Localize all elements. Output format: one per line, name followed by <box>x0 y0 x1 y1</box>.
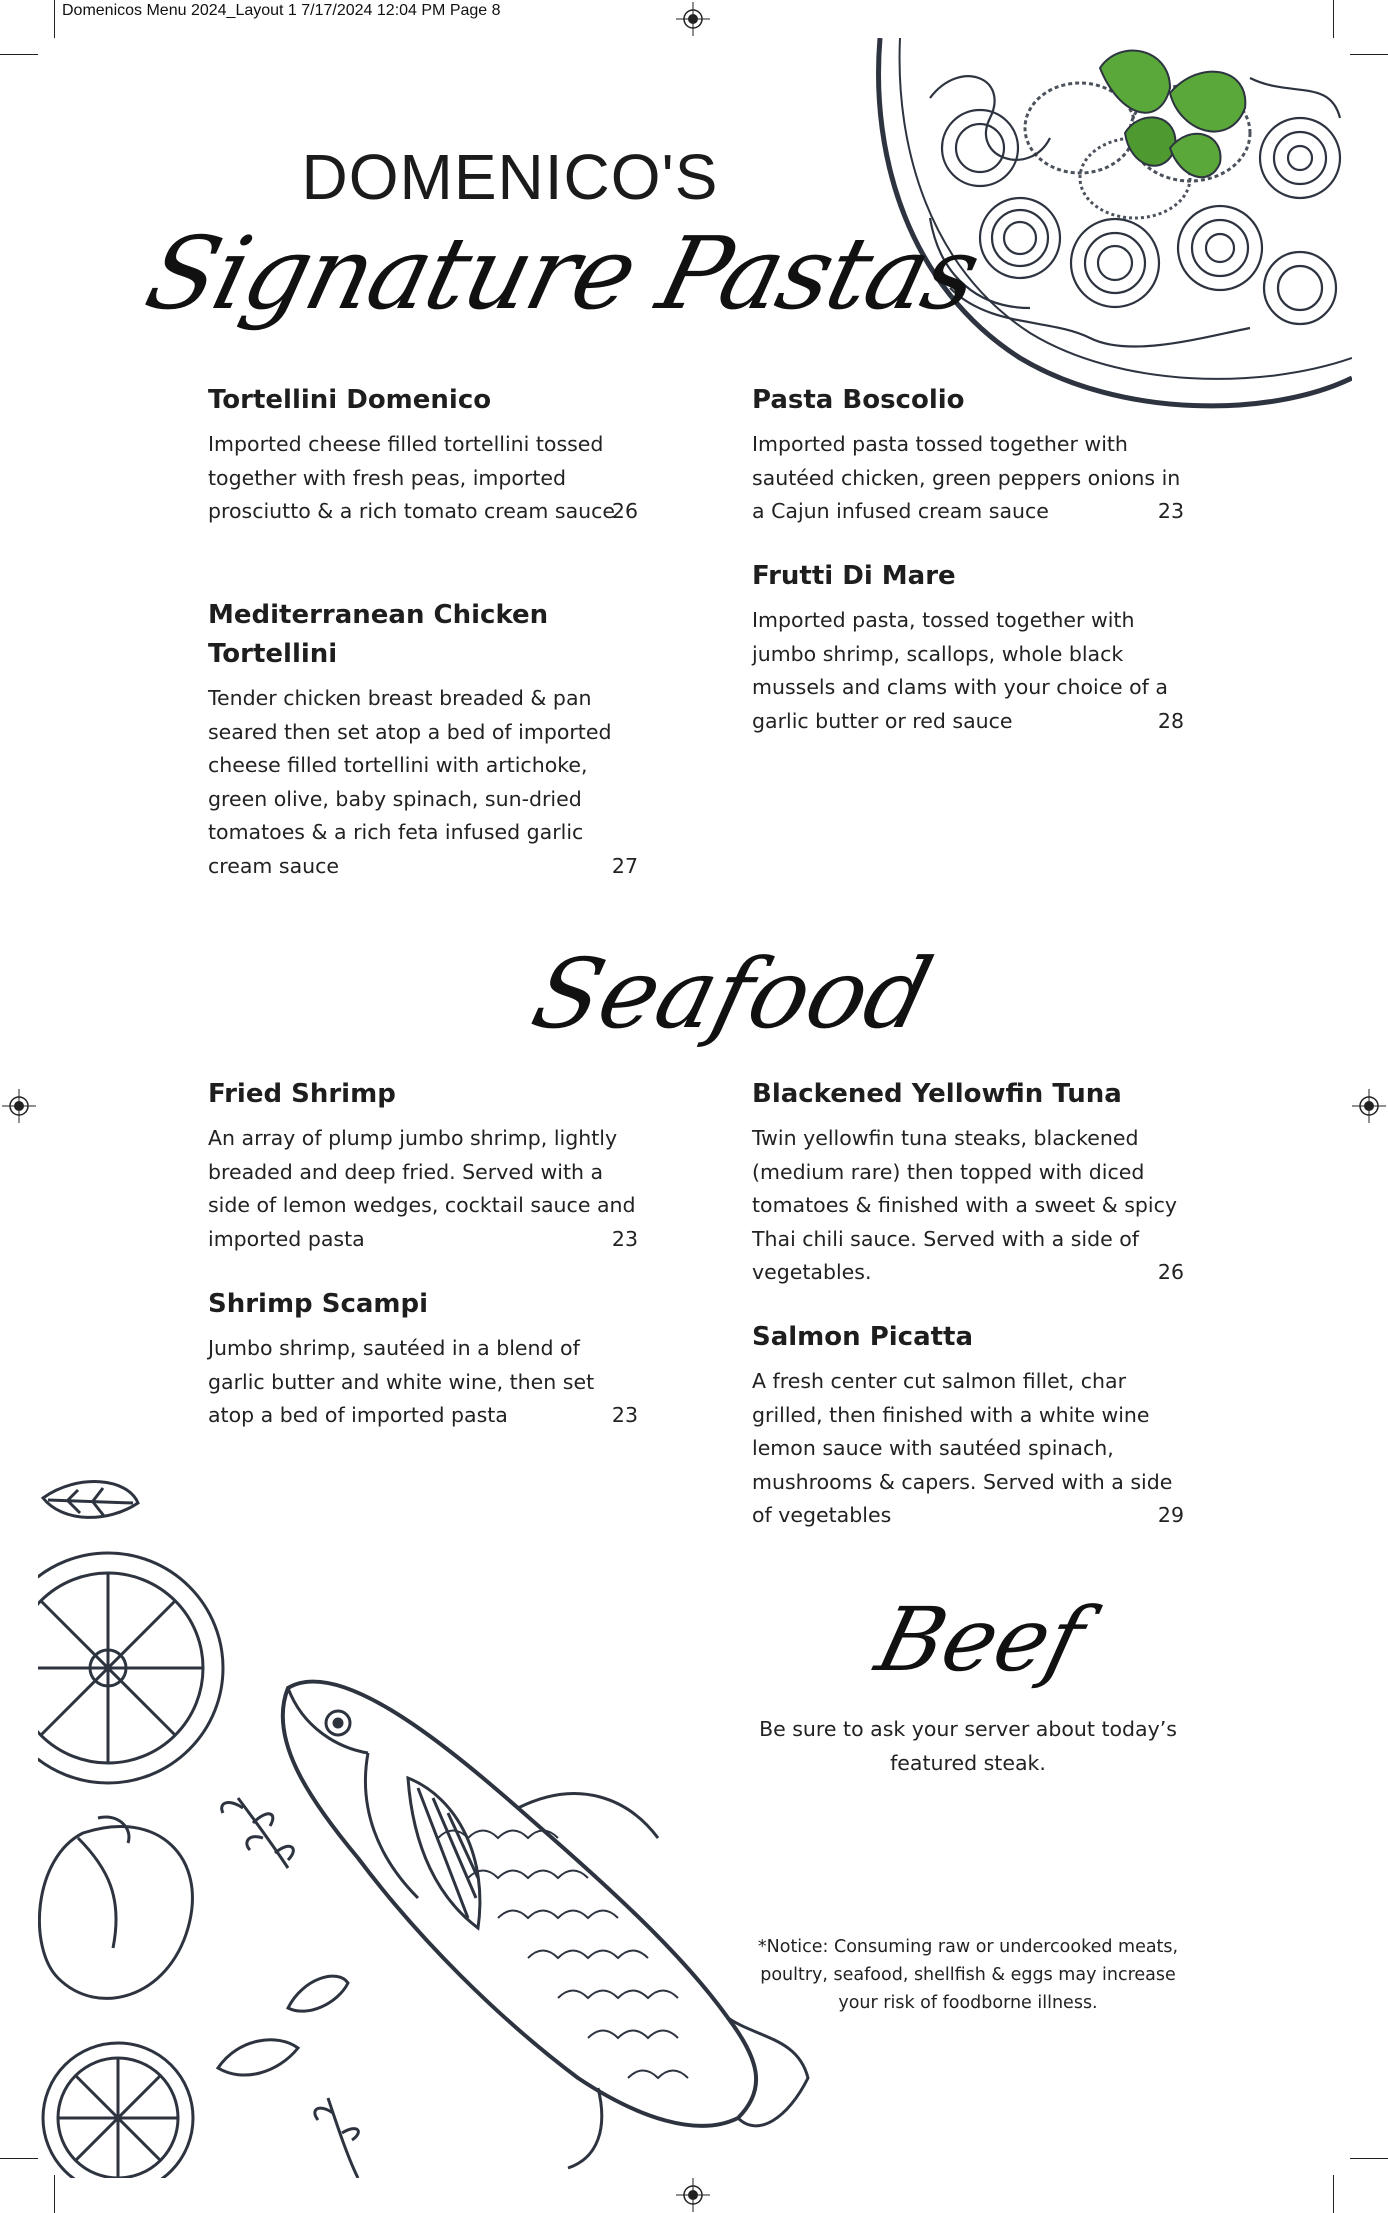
menu-item <box>208 596 638 883</box>
menu-item <box>752 557 1184 738</box>
menu-item-name: Fried Shrimp <box>208 1079 396 1109</box>
section-title-seafood: Seafood <box>522 938 943 1050</box>
menu-item <box>208 1075 638 1256</box>
herb-illustration <box>218 2040 358 2178</box>
crop-mark <box>0 54 38 55</box>
section-title-signature-pastas: Signature Pastas <box>135 215 990 332</box>
lemon-illustration <box>38 1553 223 1783</box>
registration-mark-icon <box>1352 1089 1386 1123</box>
menu-item-description: Imported pasta, tossed together with jumbo shrimp, scallops, whole black mussels and clams with your choice of a garlic butter or red sauce 28 <box>752 604 1184 738</box>
menu-item-price: 23 <box>1157 499 1184 523</box>
section-title-beef: Beef <box>867 1588 1095 1691</box>
registration-mark-icon <box>676 2178 710 2212</box>
menu-item-name: Mediterranean Chicken Tortellini <box>208 600 549 669</box>
lemon-illustration <box>43 2043 193 2178</box>
menu-item-description: Imported cheese filled tortellini tossed together with fresh peas, imported prosciutto & a rich tomato cream sauce 26 <box>208 428 638 529</box>
menu-item-description: An array of plump jumbo shrimp, lightly breaded and deep fried. Served with a side of lemon wedges, cocktail sauce and imported pasta 23 <box>208 1122 638 1256</box>
menu-item-price: 28 <box>1157 708 1184 733</box>
fish-illustration <box>283 1682 808 2168</box>
menu-item-description: A fresh center cut salmon fillet, char grilled, then finished with a white wine lemon sauce with sautéed spinach, mushrooms & capers. Served with a side of vegetables 29 <box>752 1365 1184 1533</box>
crop-mark <box>1350 54 1388 55</box>
beef-feature-note: Be sure to ask your server about today’s featured steak. <box>759 1717 1177 1775</box>
menu-item-description: Twin yellowfin tuna steaks, blackened (medium rare) then topped with diced tomatoes & finished with a sweet & spicy Thai chili sauce. Served with a side of vegetables. 26 <box>752 1122 1184 1290</box>
menu-item-name: Blackened Yellowfin Tuna <box>752 1079 1122 1109</box>
menu-item-name: Shrimp Scampi <box>208 1289 429 1319</box>
menu-item-name: Pasta Boscolio <box>752 385 965 415</box>
menu-item-price: 23 <box>611 1226 638 1251</box>
crop-mark <box>54 0 55 38</box>
crop-mark <box>0 2158 38 2159</box>
herb-illustration <box>43 1482 138 1518</box>
herb-illustration <box>222 1798 348 2011</box>
seafood-illustration <box>38 1478 818 2178</box>
restaurant-brand: DOMENICO'S <box>301 141 719 213</box>
food-safety-notice: *Notice: Consuming raw or undercooked meats, poultry, seafood, shellfish & eggs may increase your risk of foodborne illness. <box>757 1937 1179 2013</box>
crop-mark <box>1333 2175 1334 2213</box>
basil-leaf-icon <box>1100 51 1245 178</box>
menu-item-description: Tender chicken breast breaded & pan seared then set atop a bed of imported cheese filled tortellini with artichoke, green olive, baby spinach, sun-dried tomatoes & a rich feta infused garlic cream sauce 27 <box>208 682 638 883</box>
registration-mark-icon <box>676 2 710 36</box>
crop-mark <box>54 2175 55 2213</box>
crop-mark <box>1350 2158 1388 2159</box>
menu-item-name: Tortellini Domenico <box>208 385 492 415</box>
menu-item-description: Imported pasta tossed together with sautéed chicken, green peppers onions in a Cajun infused cream sauce 23 <box>752 428 1184 529</box>
registration-mark-icon <box>2 1089 36 1123</box>
menu-item <box>752 381 1184 529</box>
menu-item-price: 29 <box>1157 1503 1184 1527</box>
menu-item-price: 27 <box>611 853 638 878</box>
menu-item-name: Frutti Di Mare <box>752 561 956 591</box>
menu-item <box>208 1285 638 1433</box>
menu-item <box>208 381 638 529</box>
menu-item-name: Salmon Picatta <box>752 1322 974 1352</box>
menu-item <box>752 1075 1184 1290</box>
menu-item-description: Jumbo shrimp, sautéed in a blend of garlic butter and white wine, then set atop a bed of imported pasta 23 <box>208 1332 638 1433</box>
menu-item-price: 23 <box>611 1403 638 1427</box>
crop-mark <box>1333 0 1334 38</box>
menu-item-price: 26 <box>611 499 638 523</box>
menu-item-price: 26 <box>1157 1260 1184 1284</box>
lemon-illustration <box>39 1817 192 1998</box>
print-slug-line: Domenicos Menu 2024_Layout 1 7/17/2024 12:04 PM Page 8 <box>62 2 501 19</box>
